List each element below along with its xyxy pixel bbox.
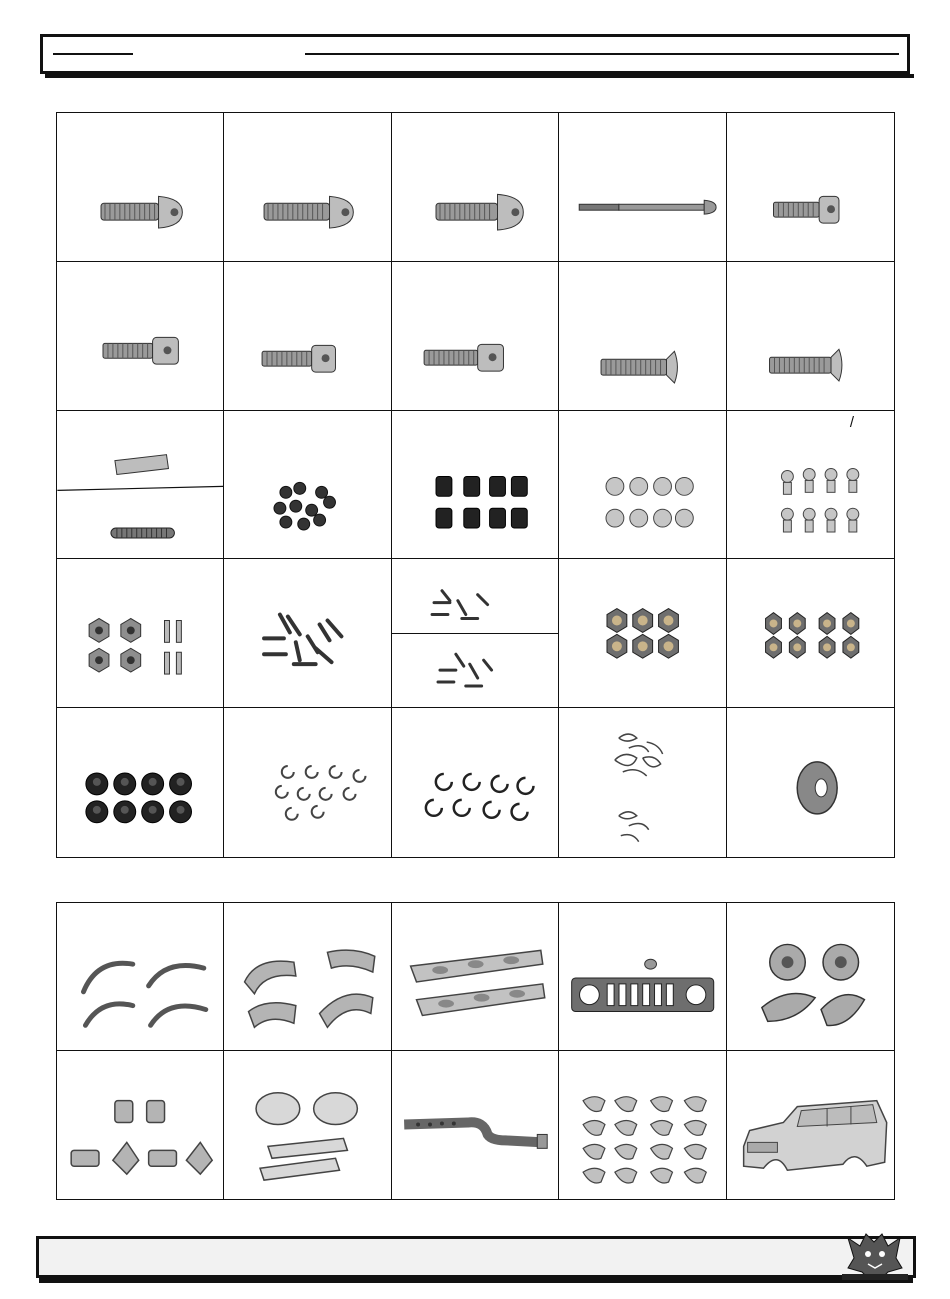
light-buckets-icon <box>727 903 894 1050</box>
part-cell-truck-body-shell <box>727 1051 894 1199</box>
part-cell-countersunk-screw-a <box>559 262 726 411</box>
rock-sliders-icon <box>392 903 558 1050</box>
lens-covers-icon <box>224 1051 390 1199</box>
hex-hubs-icon <box>57 559 223 707</box>
truck-body-icon <box>727 1051 894 1199</box>
part-cell-cap-head-screw-b <box>224 262 391 411</box>
part-cell-cap-head-screw-short <box>727 113 894 262</box>
part-cell-lock-nuts-eight <box>727 559 894 708</box>
cap-head-screw-icon <box>224 262 390 410</box>
part-cell-countersunk-screw-b <box>727 262 894 411</box>
button-head-screw-icon <box>57 113 223 261</box>
body-clip-mounts-icon <box>559 1051 725 1199</box>
button-head-screw-icon <box>392 113 558 261</box>
rubber-bushings-icon <box>392 411 558 559</box>
part-cell-light-buckets <box>727 903 894 1051</box>
mirrors-icon <box>57 1051 223 1199</box>
part-cell-ball-studs-small <box>727 411 894 560</box>
header-rule-left <box>53 53 133 55</box>
part-cell-body-clips <box>559 708 726 857</box>
wolf-logo <box>838 1228 912 1282</box>
body-parts-grid <box>56 902 895 1200</box>
part-cell-drive-pins <box>224 559 391 708</box>
part-cell-fender-flares-a <box>57 903 224 1051</box>
part-cell-e-clips-large <box>392 708 559 857</box>
part-cell-fender-flares-b <box>224 903 391 1051</box>
cell-note-mark: / <box>849 413 854 431</box>
body-clips-icon <box>559 708 725 857</box>
e-clips-icon <box>392 708 558 857</box>
lock-nuts-icon <box>559 559 725 707</box>
part-cell-body-clip-mounts <box>559 1051 726 1199</box>
part-cell-small-screws-pile <box>224 411 391 560</box>
part-cell-front-grille <box>559 903 726 1051</box>
page-footer-bar <box>36 1236 916 1278</box>
pin-and-set-screw-icon <box>57 411 223 559</box>
ball-studs-icon <box>559 411 725 559</box>
cap-head-screw-icon <box>727 113 894 261</box>
part-cell-body-post-bar <box>392 1051 559 1199</box>
drive-pins-icon <box>392 559 558 707</box>
fender-flares-icon <box>57 903 223 1050</box>
page-header-bar <box>40 34 910 74</box>
part-cell-drive-pins-split <box>392 559 559 708</box>
part-cell-lock-nuts-six <box>559 559 726 708</box>
countersunk-screw-icon <box>727 262 894 410</box>
part-cell-cap-head-screw-a <box>57 262 224 411</box>
part-cell-hex-hubs-with-pins <box>57 559 224 708</box>
part-cell-lens-covers <box>224 1051 391 1199</box>
small-screws-icon <box>224 411 390 559</box>
part-cell-button-head-screw-long <box>392 113 559 262</box>
ball-studs-small-icon <box>727 411 894 559</box>
hardware-parts-grid <box>56 112 895 858</box>
part-cell-washer <box>727 708 894 857</box>
part-cell-button-head-screw-short <box>57 113 224 262</box>
part-cell-e-clips-small <box>224 708 391 857</box>
e-clips-icon <box>224 708 390 857</box>
long-pin-screw-icon <box>559 113 725 261</box>
part-cell-cap-head-screw-c <box>392 262 559 411</box>
body-post-bar-icon <box>392 1051 558 1199</box>
drive-pins-icon <box>224 559 390 707</box>
button-head-screw-icon <box>224 113 390 261</box>
flange-nuts-icon <box>57 708 223 857</box>
countersunk-screw-icon <box>559 262 725 410</box>
part-cell-pin-and-set-screw <box>57 411 224 560</box>
part-cell-mirrors-and-mounts <box>57 1051 224 1199</box>
cap-head-screw-icon <box>392 262 558 410</box>
cap-head-screw-icon <box>57 262 223 410</box>
part-cell-rubber-bushings <box>392 411 559 560</box>
lock-nuts-icon <box>727 559 894 707</box>
part-cell-button-head-screw-medium <box>224 113 391 262</box>
part-cell-long-pin-screw <box>559 113 726 262</box>
front-grille-icon <box>559 903 725 1050</box>
washer-icon <box>727 708 894 857</box>
header-rule-right <box>305 53 899 55</box>
part-cell-flange-nuts <box>57 708 224 857</box>
part-cell-rock-sliders <box>392 903 559 1051</box>
part-cell-ball-studs-large <box>559 411 726 560</box>
fender-flares-icon <box>224 903 390 1050</box>
